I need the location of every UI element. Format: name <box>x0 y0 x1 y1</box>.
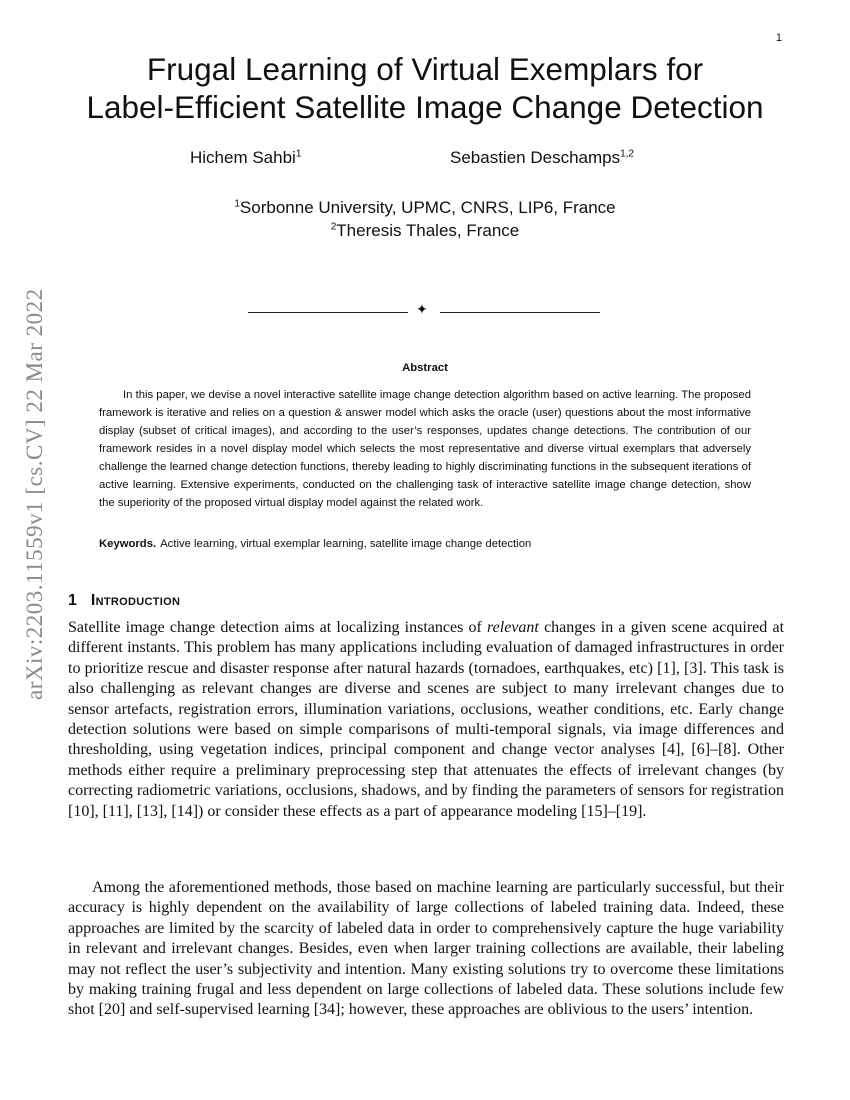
affiliation-marker: 1 <box>234 198 240 210</box>
divider-rule-left <box>248 312 408 313</box>
keywords <box>99 538 751 550</box>
section-number: 1 <box>68 592 77 609</box>
title-divider <box>248 304 600 320</box>
author-name: Hichem Sahbi <box>190 148 296 167</box>
affiliation-2 <box>40 221 810 241</box>
keywords-label: Keywords. <box>99 538 157 550</box>
affiliation-text: Sorbonne University, UPMC, CNRS, LIP6, France <box>239 198 616 217</box>
page-number: 1 <box>775 32 782 44</box>
paragraph-1-text-start: Satellite image change detection aims at localizing instances of <box>68 619 488 636</box>
section-heading-introduction <box>68 592 180 610</box>
abstract-text: In this paper, we devise a novel interactive satellite image change detection algorithm based on active learning. The proposed framework is iterative and relies on a question & answer model which asks the oracle (user) questions about the most informative display (subset of critical images), and according to the user’s responses, updates change detections. The contribution of our framework resides in a novel display model which selects the most representative and diverse virtual exemplars that adversely challenge the learned change detection functions, thereby leading to highly discriminating functions in the subsequent iterations of active learning. Extensive experiments, conducted on the challenging task of interactive satellite image change detection, show the superiority of the proposed virtual display model against the related work. <box>99 389 751 509</box>
paragraph-1-emphasis: relevant <box>487 619 539 636</box>
affiliation-text: Theresis Thales, France <box>336 221 520 240</box>
affiliation-1 <box>40 198 810 218</box>
abstract-heading: Abstract <box>402 362 448 374</box>
paper-title <box>40 50 810 126</box>
divider-rule-right <box>440 312 600 313</box>
keywords-text: Active learning, virtual exemplar learning, satellite image change detection <box>160 538 532 550</box>
author-affiliation-marker: 1 <box>295 148 302 160</box>
author-affiliation-marker: 1,2 <box>620 148 634 160</box>
arxiv-identifier-stamp: arXiv:2203.11559v1 [cs.CV] 22 Mar 2022 <box>22 288 47 700</box>
paragraph-1-text-end: changes in a given scene acquired at different instants. This problem has many applications including evaluation of damaged infrastructures in order to prioritize rescue and disaster response after natural hazards (tornadoes, earthquakes, etc) [1], [3]. This task is also challenging as relevant changes are diverse and scenes are subject to many irrelevant changes due to sensor artefacts, registration errors, illumination variations, occlusions, weather conditions, etc. Early change detection solutions were based on simple comparisons of multi-temporal signals, via image differences and thresholding, using vegetation indices, principal component and change vector analyses [4], [6]–[8]. Other methods either require a preliminary preprocessing step that attenuates the effects of irrelevant changes (by correcting radiometric variations, occlusions, shadows, and by finding the parameters of sensors for registration [10], [11], [13], [14]) or consider these effects as a part of appearance modeling [15]–[19]. <box>68 619 785 820</box>
title-line-1: Frugal Learning of Virtual Exemplars for <box>146 51 704 87</box>
paragraph-1 <box>68 618 784 822</box>
title-line-2: Label-Efficient Satellite Image Change Detection <box>86 89 764 125</box>
divider-ornament-icon: ✦ <box>416 302 428 318</box>
author-1 <box>190 148 301 168</box>
affiliation-marker: 2 <box>330 221 337 233</box>
author-2 <box>450 148 634 168</box>
author-name: Sebastien Deschamps <box>450 148 621 167</box>
section-title: Introduction <box>90 592 181 609</box>
paragraph-2: Among the aforementioned methods, those based on machine learning are particularly successful, but their accuracy is highly dependent on the availability of large collections of labeled training data. Indeed, these approaches are limited by the scarcity of labeled data in order to comprehensively capture the huge variability in relevant and irrelevant changes. Besides, even when larger training collections are available, their labeling may not reflect the user’s subjectivity and intention. Many existing solutions try to overcome these limitations by making training frugal and less dependent on large collections of labeled data. These solutions include few shot [20] and self-supervised learning [34]; however, these approaches are oblivious to the users’ intention. <box>68 879 784 1019</box>
